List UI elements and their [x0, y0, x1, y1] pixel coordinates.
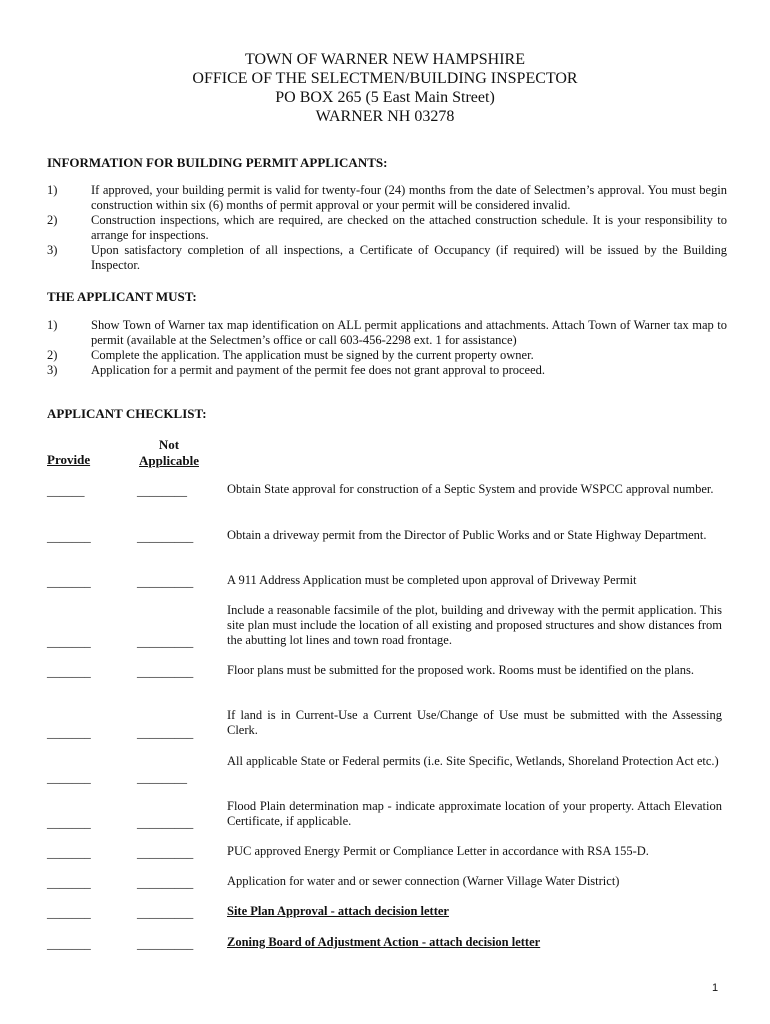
- not-applicable-column-header: Not Applicable: [139, 437, 199, 468]
- not-applicable-blank[interactable]: _________: [137, 846, 194, 860]
- town-name: TOWN OF WARNER NEW HAMPSHIRE: [244, 51, 525, 68]
- office-name: OFFICE OF THE SELECTMEN/BUILDING INSPECTOR: [192, 70, 578, 87]
- applicant-heading: THE APPLICANT MUST:: [47, 289, 197, 304]
- not-applicable-blank[interactable]: _________: [137, 665, 194, 679]
- not-applicable-blank[interactable]: _________: [137, 937, 194, 951]
- provide-blank[interactable]: _______: [47, 771, 91, 785]
- checklist-item-text: Flood Plain determination map - indicate approximate location of your property. Attach Elevation Certificate, if applicable.: [227, 799, 722, 828]
- checklist-heading: APPLICANT CHECKLIST:: [47, 406, 207, 421]
- provide-blank[interactable]: _______: [47, 937, 91, 951]
- list-item: 1) Show Town of Warner tax map identification on ALL permit applications and attachments. Attach Town of Warner tax map to permit (available at the Selectmen’s office or call 603-456-2298 ext. 1 for assistance): [47, 318, 727, 347]
- not-applicable-blank[interactable]: ________: [137, 771, 187, 785]
- provide-blank[interactable]: _______: [47, 575, 91, 589]
- checklist-item-text: Floor plans must be submitted for the proposed work. Rooms must be identified on the plans.: [227, 663, 694, 677]
- not-applicable-blank[interactable]: _________: [137, 575, 194, 589]
- list-item: 3) Upon satisfactory completion of all inspections, a Certificate of Occupancy (if required) will be issued by the Building Inspector.: [47, 243, 727, 272]
- checklist-item-text: Obtain State approval for construction of a Septic System and provide WSPCC approval number.: [227, 482, 714, 496]
- letterhead: [0, 50, 770, 126]
- not-applicable-blank[interactable]: _________: [137, 635, 194, 649]
- info-heading: INFORMATION FOR BUILDING PERMIT APPLICANTS:: [47, 155, 388, 170]
- checklist-item-text: If land is in Current-Use a Current Use/Change of Use must be submitted with the Assessing Clerk.: [227, 708, 722, 737]
- checklist-item-text: Site Plan Approval - attach decision letter: [227, 904, 449, 918]
- list-item: 2) Construction inspections, which are required, are checked on the attached construction schedule. It is your responsibility to arrange for inspections.: [47, 213, 727, 242]
- info-list: [47, 183, 727, 273]
- not-applicable-blank[interactable]: _________: [137, 530, 194, 544]
- provide-blank[interactable]: _______: [47, 726, 91, 740]
- checklist-item-text: Zoning Board of Adjustment Action - attach decision letter: [227, 935, 541, 949]
- provide-blank[interactable]: ______: [47, 484, 85, 498]
- checklist-item-text: A 911 Address Application must be completed upon approval of Driveway Permit: [227, 573, 637, 587]
- town-address: WARNER NH 03278: [315, 108, 455, 125]
- list-item: 2) Complete the application. The application must be signed by the current property owner.: [47, 348, 534, 362]
- not-applicable-blank[interactable]: _________: [137, 816, 194, 830]
- provide-blank[interactable]: _______: [47, 530, 91, 544]
- po-box: PO BOX 265 (5 East Main Street): [275, 89, 495, 106]
- checklist-item-text: Application for water and or sewer connection (Warner Village Water District): [227, 874, 620, 888]
- provide-blank[interactable]: _______: [47, 635, 91, 649]
- provide-blank[interactable]: _______: [47, 846, 91, 860]
- applicant-list: [47, 318, 727, 378]
- not-applicable-blank[interactable]: _________: [137, 906, 194, 920]
- provide-blank[interactable]: _______: [47, 665, 91, 679]
- page-number: 1: [712, 982, 719, 994]
- checklist-item-text: PUC approved Energy Permit or Compliance Letter in accordance with RSA 155-D.: [227, 844, 649, 858]
- list-item: 3) Application for a permit and payment of the permit fee does not grant approval to proceed.: [47, 363, 546, 377]
- provide-blank[interactable]: _______: [47, 876, 91, 890]
- provide-blank[interactable]: _______: [47, 906, 91, 920]
- provide-blank[interactable]: _______: [47, 816, 91, 830]
- list-item: 1) If approved, your building permit is valid for twenty-four (24) months from the date of Selectmen’s approval. You must begin construction within six (6) months of permit approval or your permit will be considered invalid.: [47, 183, 727, 212]
- checklist-item-text: Include a reasonable facsimile of the plot, building and driveway with the permit application. This site plan must include the location of all existing and proposed structures and show distances from the abutting lot lines and town road frontage.: [227, 603, 722, 647]
- not-applicable-blank[interactable]: _________: [137, 876, 194, 890]
- provide-column-header: Provide: [47, 452, 91, 467]
- not-applicable-blank[interactable]: ________: [137, 484, 187, 498]
- not-applicable-blank[interactable]: _________: [137, 726, 194, 740]
- checklist-item-text: All applicable State or Federal permits (i.e. Site Specific, Wetlands, Shoreland Protection Act etc.): [227, 754, 719, 768]
- checklist-item-text: Obtain a driveway permit from the Director of Public Works and or State Highway Department.: [227, 528, 707, 542]
